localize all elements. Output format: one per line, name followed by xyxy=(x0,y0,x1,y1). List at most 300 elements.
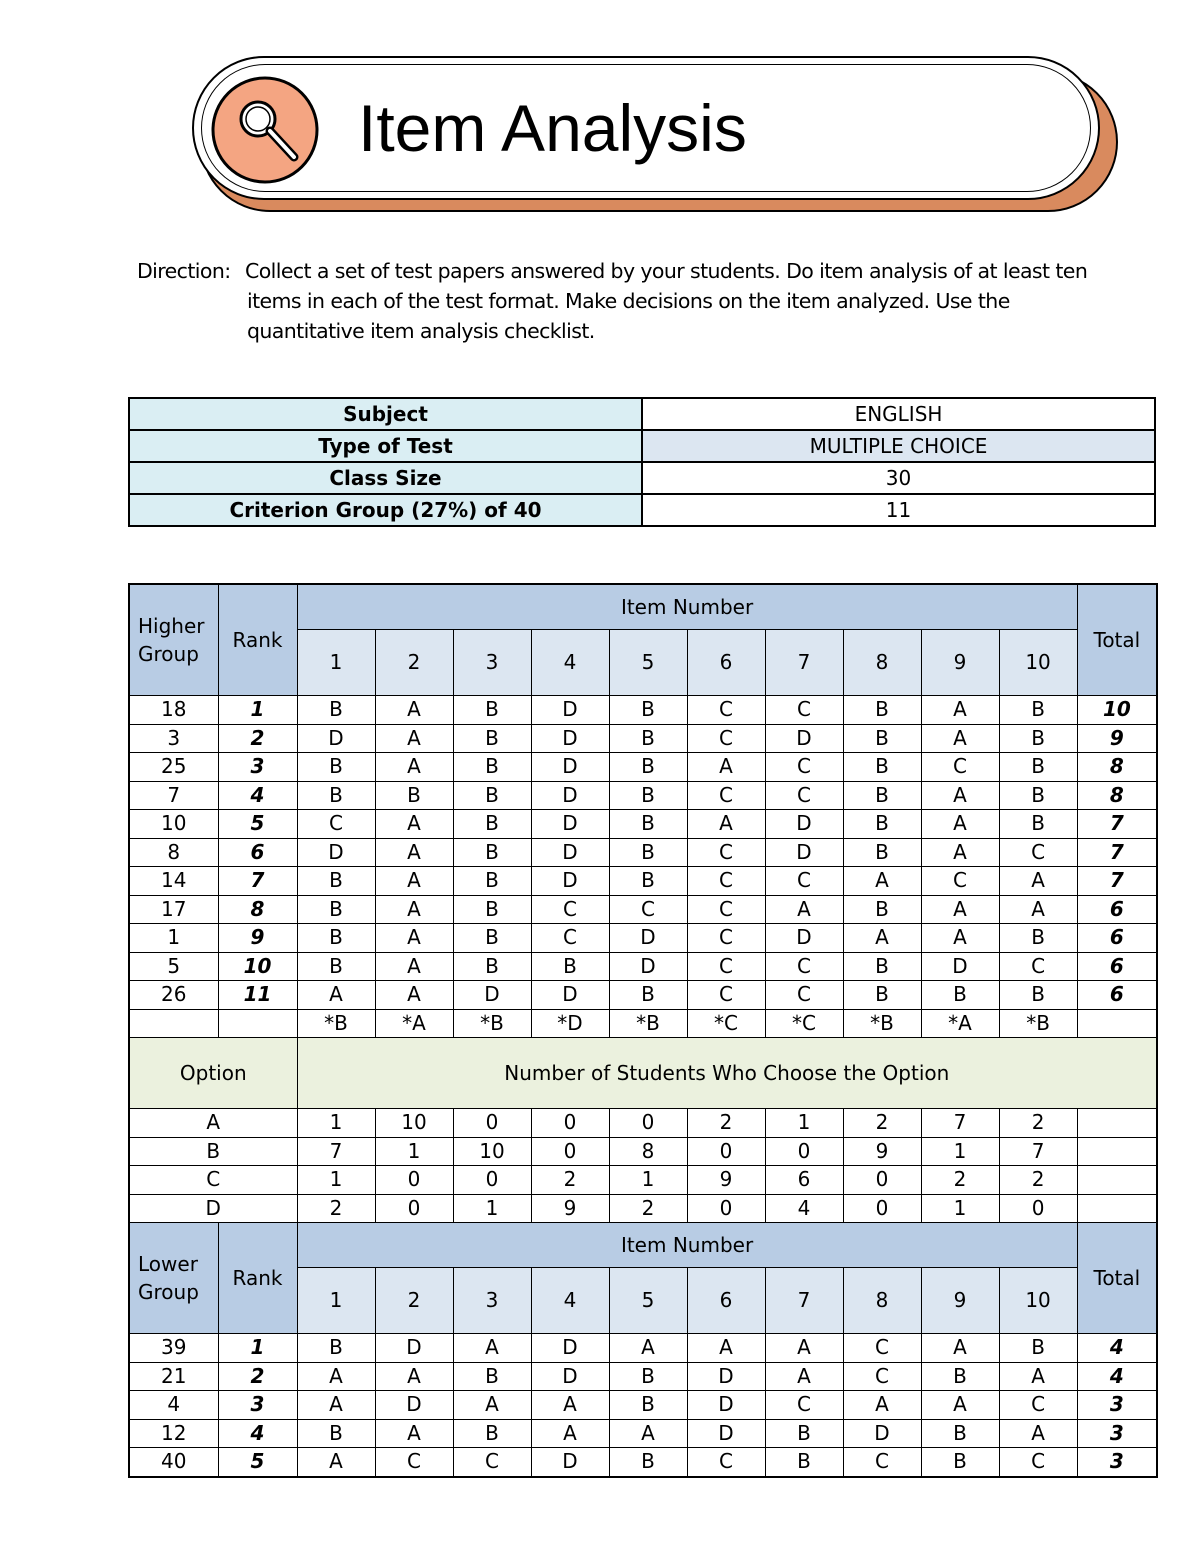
total-score: 7 xyxy=(1077,838,1157,867)
answer-cell: A xyxy=(921,924,999,953)
option-header-row xyxy=(129,1038,1157,1109)
answer-cell: D xyxy=(531,1448,609,1477)
item-number-cell: 6 xyxy=(687,630,765,696)
item-number-cell: 7 xyxy=(765,1268,843,1334)
item-number-cell: 3 xyxy=(453,1268,531,1334)
info-row-criterion xyxy=(129,494,1155,526)
info-value: ENGLISH xyxy=(642,398,1155,430)
answer-cell: D xyxy=(297,838,375,867)
higher-item-number-label: Item Number xyxy=(297,584,1077,630)
option-letter: A xyxy=(129,1109,297,1138)
answer-cell: D xyxy=(609,924,687,953)
rank-value: 4 xyxy=(218,1419,297,1448)
answer-cell: C xyxy=(609,895,687,924)
table-row xyxy=(129,981,1157,1010)
answer-cell: D xyxy=(531,1362,609,1391)
answer-cell: D xyxy=(531,810,609,839)
answer-cell: A xyxy=(609,1334,687,1363)
rank-value: 8 xyxy=(218,895,297,924)
answer-cell: A xyxy=(375,1362,453,1391)
rank-value: 7 xyxy=(218,867,297,896)
student-number: 17 xyxy=(129,895,218,924)
answer-cell: A xyxy=(687,810,765,839)
answer-cell: A xyxy=(999,867,1077,896)
option-row xyxy=(129,1194,1157,1223)
answer-cell: A xyxy=(375,696,453,725)
item-number-cell: 5 xyxy=(609,1268,687,1334)
answer-cell: A xyxy=(531,1419,609,1448)
item-analysis-table xyxy=(128,583,1158,1478)
info-row-type xyxy=(129,430,1155,462)
answer-cell: B xyxy=(609,1448,687,1477)
answer-cell: C xyxy=(843,1334,921,1363)
answer-cell: B xyxy=(843,696,921,725)
student-number: 25 xyxy=(129,753,218,782)
table-row xyxy=(129,924,1157,953)
answer-cell: B xyxy=(297,1419,375,1448)
answer-cell: D xyxy=(687,1391,765,1420)
table-row xyxy=(129,1362,1157,1391)
answer-cell: A xyxy=(843,867,921,896)
answer-cell: B xyxy=(921,981,999,1010)
item-number-cell: 9 xyxy=(921,630,999,696)
answer-cell: A xyxy=(843,1391,921,1420)
answer-cell: A xyxy=(921,724,999,753)
answer-cell: B xyxy=(453,895,531,924)
total-score: 4 xyxy=(1077,1334,1157,1363)
answer-cell: C xyxy=(687,838,765,867)
answer-cell: A xyxy=(687,1334,765,1363)
answer-cell: D xyxy=(609,952,687,981)
answer-cell: A xyxy=(531,1391,609,1420)
rank-value: 5 xyxy=(218,1448,297,1477)
answer-cell: B xyxy=(453,838,531,867)
answer-cell: B xyxy=(453,781,531,810)
answer-cell: D xyxy=(843,1419,921,1448)
answer-cell: D xyxy=(765,838,843,867)
answer-cell: B xyxy=(843,753,921,782)
total-score: 3 xyxy=(1077,1448,1157,1477)
answer-cell: D xyxy=(765,810,843,839)
option-count-cell: 10 xyxy=(375,1109,453,1138)
option-count-cell: 0 xyxy=(531,1109,609,1138)
empty-cell xyxy=(1077,1194,1157,1223)
table-row xyxy=(129,1334,1157,1363)
answer-cell: C xyxy=(531,895,609,924)
option-count-cell: 6 xyxy=(765,1166,843,1195)
answer-cell: D xyxy=(297,724,375,753)
answer-cell: A xyxy=(375,810,453,839)
item-number-cell: 2 xyxy=(375,1268,453,1334)
answer-cell: C xyxy=(687,867,765,896)
answer-cell: B xyxy=(297,1334,375,1363)
item-number-cell: 1 xyxy=(297,630,375,696)
option-count-cell: 2 xyxy=(921,1166,999,1195)
answer-cell: B xyxy=(843,952,921,981)
answer-cell: D xyxy=(531,753,609,782)
rank-value: 9 xyxy=(218,924,297,953)
direction-line-3: quantitative item analysis checklist. xyxy=(247,319,595,343)
answer-cell: A xyxy=(921,895,999,924)
answer-cell: B xyxy=(297,781,375,810)
student-number: 39 xyxy=(129,1334,218,1363)
option-count-cell: 1 xyxy=(297,1109,375,1138)
higher-group-label: Higher Group xyxy=(129,584,218,696)
answer-cell: C xyxy=(999,1391,1077,1420)
item-number-cell: 2 xyxy=(375,630,453,696)
total-score: 4 xyxy=(1077,1362,1157,1391)
option-count-cell: 1 xyxy=(765,1109,843,1138)
option-row xyxy=(129,1166,1157,1195)
item-number-cell: 10 xyxy=(999,630,1077,696)
table-row xyxy=(129,1419,1157,1448)
answer-cell: C xyxy=(765,781,843,810)
option-letter: D xyxy=(129,1194,297,1223)
answer-key-cell: *A xyxy=(375,1009,453,1038)
lower-total-label: Total xyxy=(1077,1223,1157,1334)
answer-cell: B xyxy=(453,696,531,725)
answer-cell: B xyxy=(609,1362,687,1391)
answer-cell: B xyxy=(843,838,921,867)
option-count-cell: 0 xyxy=(843,1166,921,1195)
answer-cell: B xyxy=(453,952,531,981)
info-value: 30 xyxy=(642,462,1155,494)
option-count-cell: 10 xyxy=(453,1137,531,1166)
answer-cell: A xyxy=(999,1362,1077,1391)
answer-cell: B xyxy=(297,867,375,896)
info-value: 11 xyxy=(642,494,1155,526)
answer-cell: B xyxy=(297,753,375,782)
option-count-cell: 0 xyxy=(375,1166,453,1195)
option-count-cell: 9 xyxy=(687,1166,765,1195)
answer-cell: B xyxy=(453,724,531,753)
rank-value: 1 xyxy=(218,696,297,725)
answer-cell: C xyxy=(687,724,765,753)
answer-cell: D xyxy=(531,981,609,1010)
item-number-cell: 8 xyxy=(843,1268,921,1334)
option-label: Option xyxy=(129,1038,297,1109)
answer-cell: B xyxy=(609,981,687,1010)
student-number: 8 xyxy=(129,838,218,867)
answer-cell: B xyxy=(453,753,531,782)
answer-cell: B xyxy=(453,810,531,839)
test-info-table xyxy=(128,397,1156,527)
item-number-cell: 5 xyxy=(609,630,687,696)
answer-cell: B xyxy=(765,1419,843,1448)
student-number: 3 xyxy=(129,724,218,753)
answer-cell: A xyxy=(297,981,375,1010)
answer-cell: C xyxy=(687,895,765,924)
item-number-cell: 8 xyxy=(843,630,921,696)
student-number: 40 xyxy=(129,1448,218,1477)
option-count-cell: 0 xyxy=(609,1109,687,1138)
rank-value: 2 xyxy=(218,724,297,753)
table-row xyxy=(129,696,1157,725)
answer-cell: B xyxy=(609,753,687,782)
answer-cell: D xyxy=(531,1334,609,1363)
answer-cell: A xyxy=(921,1391,999,1420)
item-number-cell: 9 xyxy=(921,1268,999,1334)
answer-cell: B xyxy=(609,1391,687,1420)
option-count-cell: 1 xyxy=(921,1194,999,1223)
answer-cell: B xyxy=(609,724,687,753)
answer-cell: D xyxy=(375,1391,453,1420)
answer-cell: B xyxy=(453,867,531,896)
answer-cell: A xyxy=(375,724,453,753)
answer-cell: C xyxy=(765,981,843,1010)
option-count-cell: 9 xyxy=(531,1194,609,1223)
rank-value: 4 xyxy=(218,781,297,810)
answer-cell: A xyxy=(375,895,453,924)
lower-item-number-label: Item Number xyxy=(297,1223,1077,1268)
item-number-cell: 4 xyxy=(531,630,609,696)
item-number-cell: 10 xyxy=(999,1268,1077,1334)
answer-key-cell: *C xyxy=(765,1009,843,1038)
empty-cell xyxy=(1077,1109,1157,1138)
answer-cell: C xyxy=(921,867,999,896)
item-number-cell: 3 xyxy=(453,630,531,696)
answer-cell: B xyxy=(843,810,921,839)
rank-value: 11 xyxy=(218,981,297,1010)
answer-cell: C xyxy=(687,1448,765,1477)
option-count-cell: 2 xyxy=(297,1194,375,1223)
student-number: 26 xyxy=(129,981,218,1010)
option-count-cell: 0 xyxy=(375,1194,453,1223)
option-row xyxy=(129,1137,1157,1166)
answer-cell: A xyxy=(375,867,453,896)
answer-cell: A xyxy=(609,1419,687,1448)
answer-cell: A xyxy=(375,952,453,981)
answer-cell: B xyxy=(999,1334,1077,1363)
answer-cell: A xyxy=(375,753,453,782)
student-number: 21 xyxy=(129,1362,218,1391)
option-row xyxy=(129,1109,1157,1138)
answer-key-cell: *B xyxy=(843,1009,921,1038)
total-score: 6 xyxy=(1077,924,1157,953)
table-row xyxy=(129,810,1157,839)
answer-cell: A xyxy=(375,1419,453,1448)
answer-cell: B xyxy=(609,781,687,810)
answer-key-cell: *B xyxy=(453,1009,531,1038)
answer-key-cell: *A xyxy=(921,1009,999,1038)
total-score: 8 xyxy=(1077,781,1157,810)
option-count-cell: 9 xyxy=(843,1137,921,1166)
answer-cell: C xyxy=(765,753,843,782)
answer-cell: B xyxy=(297,952,375,981)
answer-cell: C xyxy=(687,981,765,1010)
table-row xyxy=(129,1448,1157,1477)
info-row-class-size xyxy=(129,462,1155,494)
answer-cell: B xyxy=(843,895,921,924)
answer-cell: C xyxy=(765,1391,843,1420)
answer-cell: D xyxy=(687,1362,765,1391)
total-score: 7 xyxy=(1077,867,1157,896)
higher-header-row xyxy=(129,584,1157,630)
answer-cell: B xyxy=(999,810,1077,839)
answer-cell: A xyxy=(765,1334,843,1363)
option-count-cell: 2 xyxy=(999,1109,1077,1138)
answer-cell: B xyxy=(843,981,921,1010)
answer-cell: C xyxy=(375,1448,453,1477)
magnifier-icon xyxy=(210,75,320,185)
answer-cell: C xyxy=(687,924,765,953)
answer-cell: C xyxy=(297,810,375,839)
option-count-cell: 7 xyxy=(921,1109,999,1138)
student-number: 18 xyxy=(129,696,218,725)
total-score: 6 xyxy=(1077,952,1157,981)
answer-cell: A xyxy=(999,1419,1077,1448)
answer-cell: B xyxy=(453,924,531,953)
lower-group-label: Lower Group xyxy=(129,1223,218,1334)
answer-cell: B xyxy=(999,724,1077,753)
option-count-cell: 4 xyxy=(765,1194,843,1223)
total-score: 7 xyxy=(1077,810,1157,839)
option-count-cell: 1 xyxy=(375,1137,453,1166)
answer-key-cell: *B xyxy=(609,1009,687,1038)
table-row xyxy=(129,952,1157,981)
answer-cell: C xyxy=(687,781,765,810)
answer-cell: C xyxy=(843,1362,921,1391)
student-number: 10 xyxy=(129,810,218,839)
student-number: 12 xyxy=(129,1419,218,1448)
option-letter: C xyxy=(129,1166,297,1195)
answer-cell: B xyxy=(843,781,921,810)
answer-cell: A xyxy=(453,1334,531,1363)
answer-cell: A xyxy=(765,1362,843,1391)
answer-cell: A xyxy=(921,1334,999,1363)
answer-cell: A xyxy=(687,753,765,782)
student-number: 14 xyxy=(129,867,218,896)
table-row xyxy=(129,867,1157,896)
answer-cell: B xyxy=(453,1362,531,1391)
option-count-cell: 0 xyxy=(531,1137,609,1166)
table-row xyxy=(129,838,1157,867)
item-number-cell: 4 xyxy=(531,1268,609,1334)
direction-line-2: items in each of the test format. Make decisions on the item analyzed. Use the xyxy=(247,289,1010,313)
info-label: Class Size xyxy=(129,462,642,494)
rank-value: 3 xyxy=(218,1391,297,1420)
empty-cell xyxy=(1077,1009,1157,1038)
option-count-cell: 0 xyxy=(687,1137,765,1166)
item-number-cell: 7 xyxy=(765,630,843,696)
empty-cell xyxy=(218,1009,297,1038)
answer-cell: A xyxy=(453,1391,531,1420)
answer-cell: A xyxy=(375,838,453,867)
answer-key-cell: *D xyxy=(531,1009,609,1038)
option-count-cell: 2 xyxy=(531,1166,609,1195)
option-count-cell: 0 xyxy=(687,1194,765,1223)
higher-total-label: Total xyxy=(1077,584,1157,696)
option-count-label: Number of Students Who Choose the Option xyxy=(297,1038,1157,1109)
option-count-cell: 2 xyxy=(843,1109,921,1138)
answer-cell: A xyxy=(375,924,453,953)
option-count-cell: 1 xyxy=(453,1194,531,1223)
item-number-cell: 1 xyxy=(297,1268,375,1334)
rank-value: 5 xyxy=(218,810,297,839)
answer-cell: D xyxy=(531,724,609,753)
option-count-cell: 0 xyxy=(843,1194,921,1223)
table-row xyxy=(129,781,1157,810)
answer-cell: C xyxy=(999,952,1077,981)
answer-cell: B xyxy=(999,696,1077,725)
answer-cell: C xyxy=(531,924,609,953)
option-count-cell: 0 xyxy=(765,1137,843,1166)
answer-cell: B xyxy=(531,952,609,981)
option-count-cell: 1 xyxy=(297,1166,375,1195)
option-count-cell: 1 xyxy=(921,1137,999,1166)
answer-cell: B xyxy=(999,781,1077,810)
rank-value: 6 xyxy=(218,838,297,867)
option-count-cell: 1 xyxy=(609,1166,687,1195)
answer-cell: D xyxy=(531,696,609,725)
answer-cell: B xyxy=(765,1448,843,1477)
answer-key-cell: *B xyxy=(297,1009,375,1038)
answer-cell: B xyxy=(843,724,921,753)
option-count-cell: 0 xyxy=(453,1109,531,1138)
total-score: 3 xyxy=(1077,1391,1157,1420)
total-score: 9 xyxy=(1077,724,1157,753)
table-row xyxy=(129,1391,1157,1420)
answer-cell: B xyxy=(609,810,687,839)
table-row xyxy=(129,724,1157,753)
answer-cell: B xyxy=(375,781,453,810)
answer-cell: C xyxy=(453,1448,531,1477)
student-number: 1 xyxy=(129,924,218,953)
option-count-cell: 2 xyxy=(687,1109,765,1138)
answer-cell: B xyxy=(609,867,687,896)
student-number: 5 xyxy=(129,952,218,981)
total-score: 6 xyxy=(1077,895,1157,924)
answer-cell: B xyxy=(999,753,1077,782)
answer-cell: C xyxy=(999,838,1077,867)
answer-cell: C xyxy=(765,696,843,725)
answer-cell: A xyxy=(765,895,843,924)
answer-cell: C xyxy=(687,696,765,725)
answer-key-cell: *B xyxy=(999,1009,1077,1038)
answer-cell: A xyxy=(297,1362,375,1391)
total-score: 3 xyxy=(1077,1419,1157,1448)
answer-cell: B xyxy=(297,895,375,924)
student-number: 7 xyxy=(129,781,218,810)
direction-label: Direction: xyxy=(137,259,231,283)
answer-cell: D xyxy=(921,952,999,981)
total-score: 8 xyxy=(1077,753,1157,782)
answer-cell: A xyxy=(921,696,999,725)
item-number-cell: 6 xyxy=(687,1268,765,1334)
option-count-cell: 7 xyxy=(999,1137,1077,1166)
answer-cell: D xyxy=(531,781,609,810)
answer-cell: C xyxy=(765,867,843,896)
empty-cell xyxy=(129,1009,218,1038)
option-letter: B xyxy=(129,1137,297,1166)
answer-cell: C xyxy=(843,1448,921,1477)
answer-cell: A xyxy=(297,1391,375,1420)
answer-cell: C xyxy=(687,952,765,981)
table-row xyxy=(129,895,1157,924)
answer-cell: A xyxy=(375,981,453,1010)
rank-value: 10 xyxy=(218,952,297,981)
option-count-cell: 2 xyxy=(999,1166,1077,1195)
higher-rank-label: Rank xyxy=(218,584,297,696)
answer-cell: B xyxy=(609,838,687,867)
direction-line-1: Collect a set of test papers answered by your students. Do item analysis of at least ten xyxy=(245,259,1088,283)
rank-value: 3 xyxy=(218,753,297,782)
answer-cell: D xyxy=(531,867,609,896)
option-count-cell: 2 xyxy=(609,1194,687,1223)
answer-cell: C xyxy=(921,753,999,782)
empty-cell xyxy=(1077,1137,1157,1166)
answer-cell: B xyxy=(453,1419,531,1448)
